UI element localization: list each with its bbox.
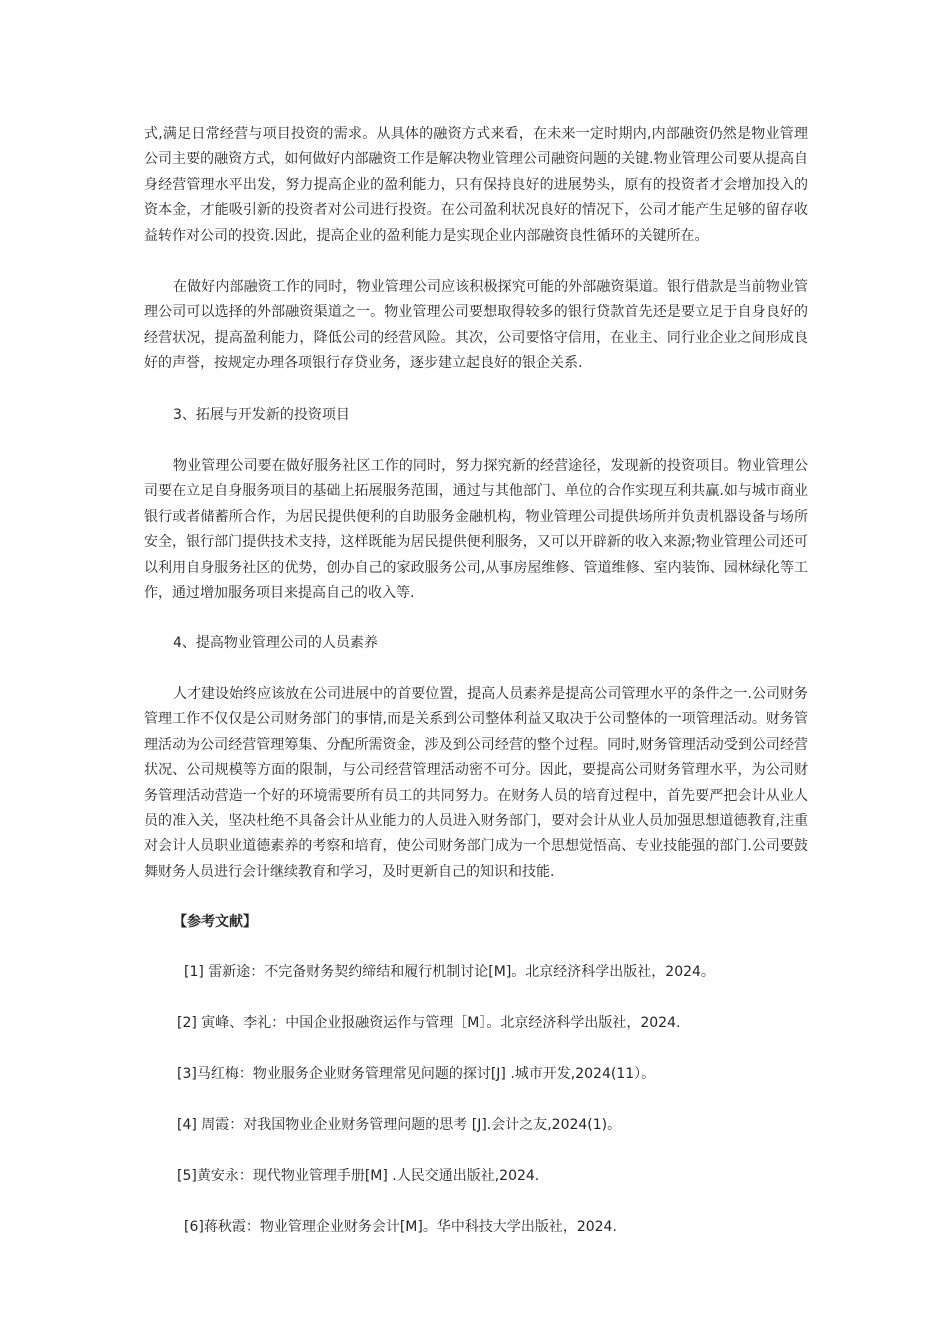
document-page [144,122,808,1240]
references-heading: 【参考文献】 [173,914,257,931]
section-heading-4: 4、提高物业管理公司的人员素养 [173,634,378,651]
reference-item: [2] 寅峰、李礼：中国企业报融资运作与管理［M］。北京经济科学出版社，2024. [177,1015,681,1032]
reference-item: [6]蒋秋霞：物业管理企业财务会计[M]。华中科技大学出版社，2024. [184,1219,617,1236]
reference-item: [4] 周霞：对我国物业企业财务管理问题的思考 [J].会计之友,2024(1)。 [177,1117,622,1134]
reference-item: [1] 雷新途：不完备财务契约缔结和履行机制讨论[M]。北京经济科学出版社，2024。 [184,964,715,981]
body-paragraph-internal-financing: 式,满足日常经营与项目投资的需求。从具体的融资方式来看，在未来一定时期内,内部融资仍然是物业管理公司主要的融资方式，如何做好内部融资工作是解决物业管理公司融资问题的关键.物业管理公司要从提高自身经营管理水平出发，努力提高企业的盈利能力，只有保持良好的进展势头，原有的投资者才会增加投入的资本金，才能吸引新的投资者对公司进行投资。在公司盈利状况良好的情况下，公司才能产生足够的留存收益转作对公司的投资.因此，提高企业的盈利能力是实现企业内部融资良性循环的关键所在。 [144,126,808,244]
body-paragraph-new-projects: 物业管理公司要在做好服务社区工作的同时，努力探究新的经营途径，发现新的投资项目。物业管理公司要在立足自身服务项目的基础上拓展服务范围，通过与其他部门、单位的合作实现互利共赢.如与城市商业银行或者储蓄所合作，为居民提供便利的自助服务金融机构，物业管理公司提供场所并负责机器设备与场所安全，银行部门提供技术支持，这样既能为居民提供便利服务，又可以开辟新的收入来源;物业管理公司还可以利用自身服务社区的优势，创办自己的家政服务公司,从事房屋维修、管道维修、室内装饰、园林绿化等工作，通过增加服务项目来提高自己的收入等. [144,458,808,602]
reference-item: [5]黄安永：现代物业管理手册[M] .人民交通出版社,2024. [177,1168,540,1185]
body-paragraph-external-financing: 在做好内部融资工作的同时，物业管理公司应该积极探究可能的外部融资渠道。银行借款是当前物业管理公司可以选择的外部融资渠道之一。物业管理公司要想取得较多的银行贷款首先还是要立足于自身良好的经营状况，提高盈利能力，降低公司的经营风险。其次，公司要恪守信用，在业主、同行业企业之间形成良好的声誉，按规定办理各项银行存贷业务，逐步建立起良好的银企关系. [144,279,808,372]
reference-item: [3]马红梅：物业服务企业财务管理常见问题的探讨[J] .城市开发,2024(11）。 [177,1066,656,1083]
body-paragraph-personnel-quality: 人才建设始终应该放在公司进展中的首要位置，提高人员素养是提高公司管理水平的条件之一.公司财务管理工作不仅仅是公司财务部门的事情,而是关系到公司整体利益又取决于公司整体的一项管理活动。财务管理活动为公司经营管理筹集、分配所需资金，涉及到公司经营的整个过程。同时,财务管理活动受到公司经营状况、公司规模等方面的限制，与公司经营管理活动密不可分。因此，要提高公司财务管理水平，为公司财务管理活动营造一个好的环境需要所有员工的共同努力。在财务人员的培育过程中，首先要严把会计从业人员的准入关，坚决杜绝不具备会计从业能力的人员进入财务部门，要对会计从业人员加强思想道德教育,注重对会计人员职业道德素养的考察和培育，使公司财务部门成为一个思想觉悟高、专业技能强的部门.公司要鼓舞财务人员进行会计继续教育和学习，及时更新自己的知识和技能. [144,685,808,880]
section-heading-3: 3、拓展与开发新的投资项目 [173,406,350,423]
